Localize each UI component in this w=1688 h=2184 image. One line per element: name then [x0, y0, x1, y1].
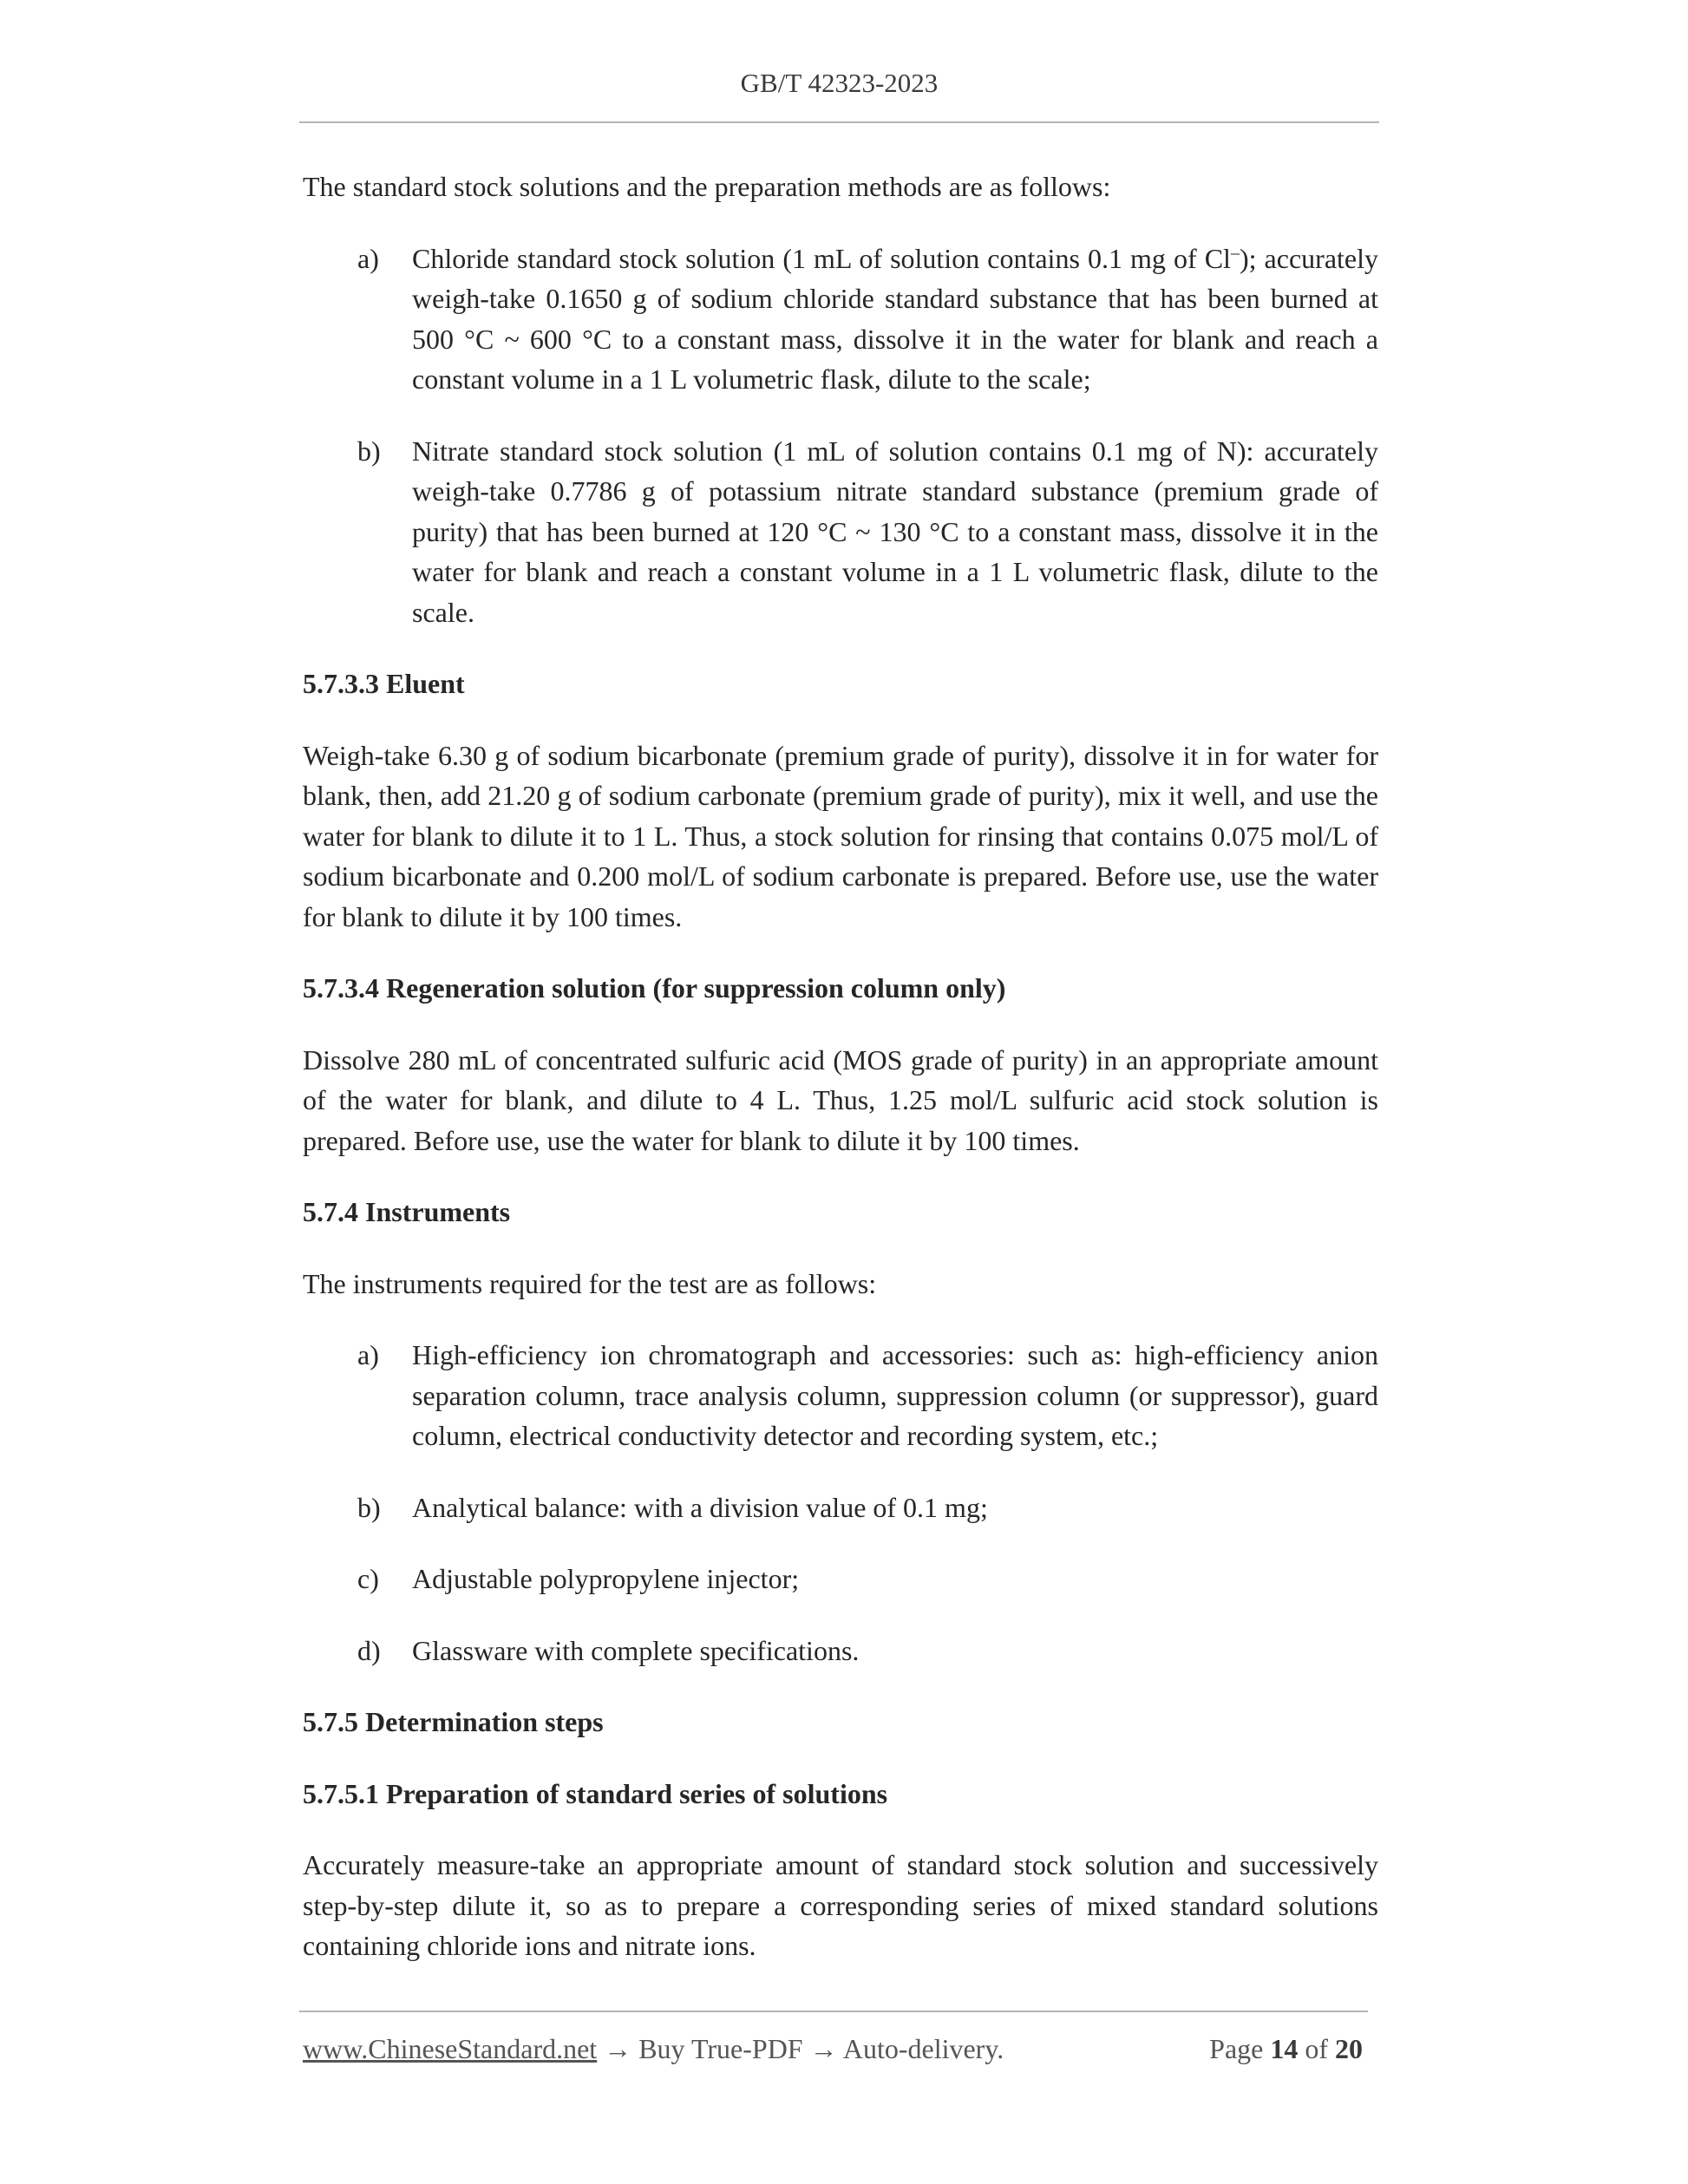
list-item-text: High-efficiency ion chromatograph and accessories: such as: high-efficiency anion separation column, trace analysis column, suppression column (or suppressor), guard column, electrical conductivity detector and recording system, etc.;: [412, 1339, 1378, 1451]
total-pages: 20: [1335, 2033, 1363, 2064]
section-paragraph: Accurately measure-take an appropriate amount of standard stock solution and successively step-by-step dilute it, so as to prepare a corresponding series of mixed standard solutions containing chloride ions and nitrate ions.: [303, 1849, 1378, 1961]
list-item-text-part: Chloride standard stock solution (1 mL of solution contains 0.1 mg of Cl: [412, 242, 1231, 274]
stock-solutions-intro: The standard stock solutions and the preparation methods are as follows:: [303, 171, 1111, 202]
list-marker: b): [357, 435, 381, 467]
list-item: [303, 431, 1378, 633]
section-heading: 5.7.4 Instruments: [303, 1196, 511, 1227]
section-heading: 5.7.5 Determination steps: [303, 1706, 604, 1737]
list-marker: a): [357, 242, 379, 274]
list-item-text: Adjustable polypropylene injector;: [412, 1563, 800, 1594]
page-number: 14: [1270, 2033, 1299, 2064]
list-item-text-part: ); accurately weigh-take 0.1650 g of sodium chloride standard substance that has been burned at 500 °C ~ 600 °C to a constant mass, dissolve it in the water for blank and reach a constant volume in a 1 L volumetric flask, dilute to the scale;: [412, 242, 1379, 395]
website-link[interactable]: www.ChineseStandard.net: [303, 2033, 598, 2064]
list-marker: a): [357, 1339, 379, 1370]
list-marker: b): [357, 1491, 381, 1523]
list-item-text: Glassware with complete specifications.: [412, 1634, 860, 1666]
list-item-text: [412, 243, 1378, 396]
list-marker: c): [357, 1563, 379, 1594]
page-label: Page: [1209, 2033, 1264, 2064]
section-paragraph: Dissolve 280 mL of concentrated sulfuric acid (MOS grade of purity) in an appropriate amount of the water for blank, and dilute to 4 L. Thus, 1.25 mol/L sulfuric acid stock solution is prepared. Before use, use the water for blank to dilute it by 100 times.: [303, 1043, 1378, 1156]
instruments-intro: The instruments required for the test are as follows:: [303, 1267, 877, 1299]
section-heading: 5.7.5.1 Preparation of standard series of solutions: [303, 1777, 888, 1809]
document-body: [303, 167, 1378, 1966]
list-item: [303, 1335, 1378, 1456]
section-paragraph: Weigh-take 6.30 g of sodium bicarbonate (premium grade of purity), dissolve it in for water for blank, then, add 21.20 g of sodium carbonate (premium grade of purity), mix it well, and use the water for blank to dilute it to 1 L. Thus, a stock solution for rinsing that contains 0.075 mol/L of sodium bicarbonate and 0.200 mol/L of sodium carbonate is prepared. Before use, use the water for blank to dilute it by 100 times.: [303, 739, 1378, 932]
list-item: [303, 1559, 1378, 1599]
footer-promo-text: → Buy True-PDF → Auto-delivery.: [597, 2033, 1004, 2064]
list-item: [303, 1631, 1378, 1671]
section-heading: 5.7.3.4 Regeneration solution (for suppression column only): [303, 972, 1006, 1004]
list-item-text: Analytical balance: with a division value of 0.1 mg;: [412, 1491, 988, 1523]
list-item-text: Nitrate standard stock solution (1 mL of solution contains 0.1 mg of N): accurately weigh-take 0.7786 g of potassium nitrate standard substance (premium grade of purity) that has been burned at 120 °C ~ 130 °C to a constant mass, dissolve it in the water for blank and reach a constant volume in a 1 L volumetric flask, dilute to the scale.: [412, 435, 1378, 628]
page-footer: [303, 2033, 1368, 2065]
document-header-title: GB/T 42323-2023: [740, 68, 939, 98]
list-item: [303, 239, 1378, 400]
page-indicator: [1209, 2033, 1363, 2065]
footer-divider: [299, 2011, 1368, 2012]
list-item: [303, 1488, 1378, 1528]
of-label: of: [1305, 2033, 1328, 2064]
list-marker: d): [357, 1634, 381, 1666]
header-divider: [299, 121, 1379, 123]
superscript: –: [1230, 242, 1240, 262]
section-heading: 5.7.3.3 Eluent: [303, 668, 465, 699]
